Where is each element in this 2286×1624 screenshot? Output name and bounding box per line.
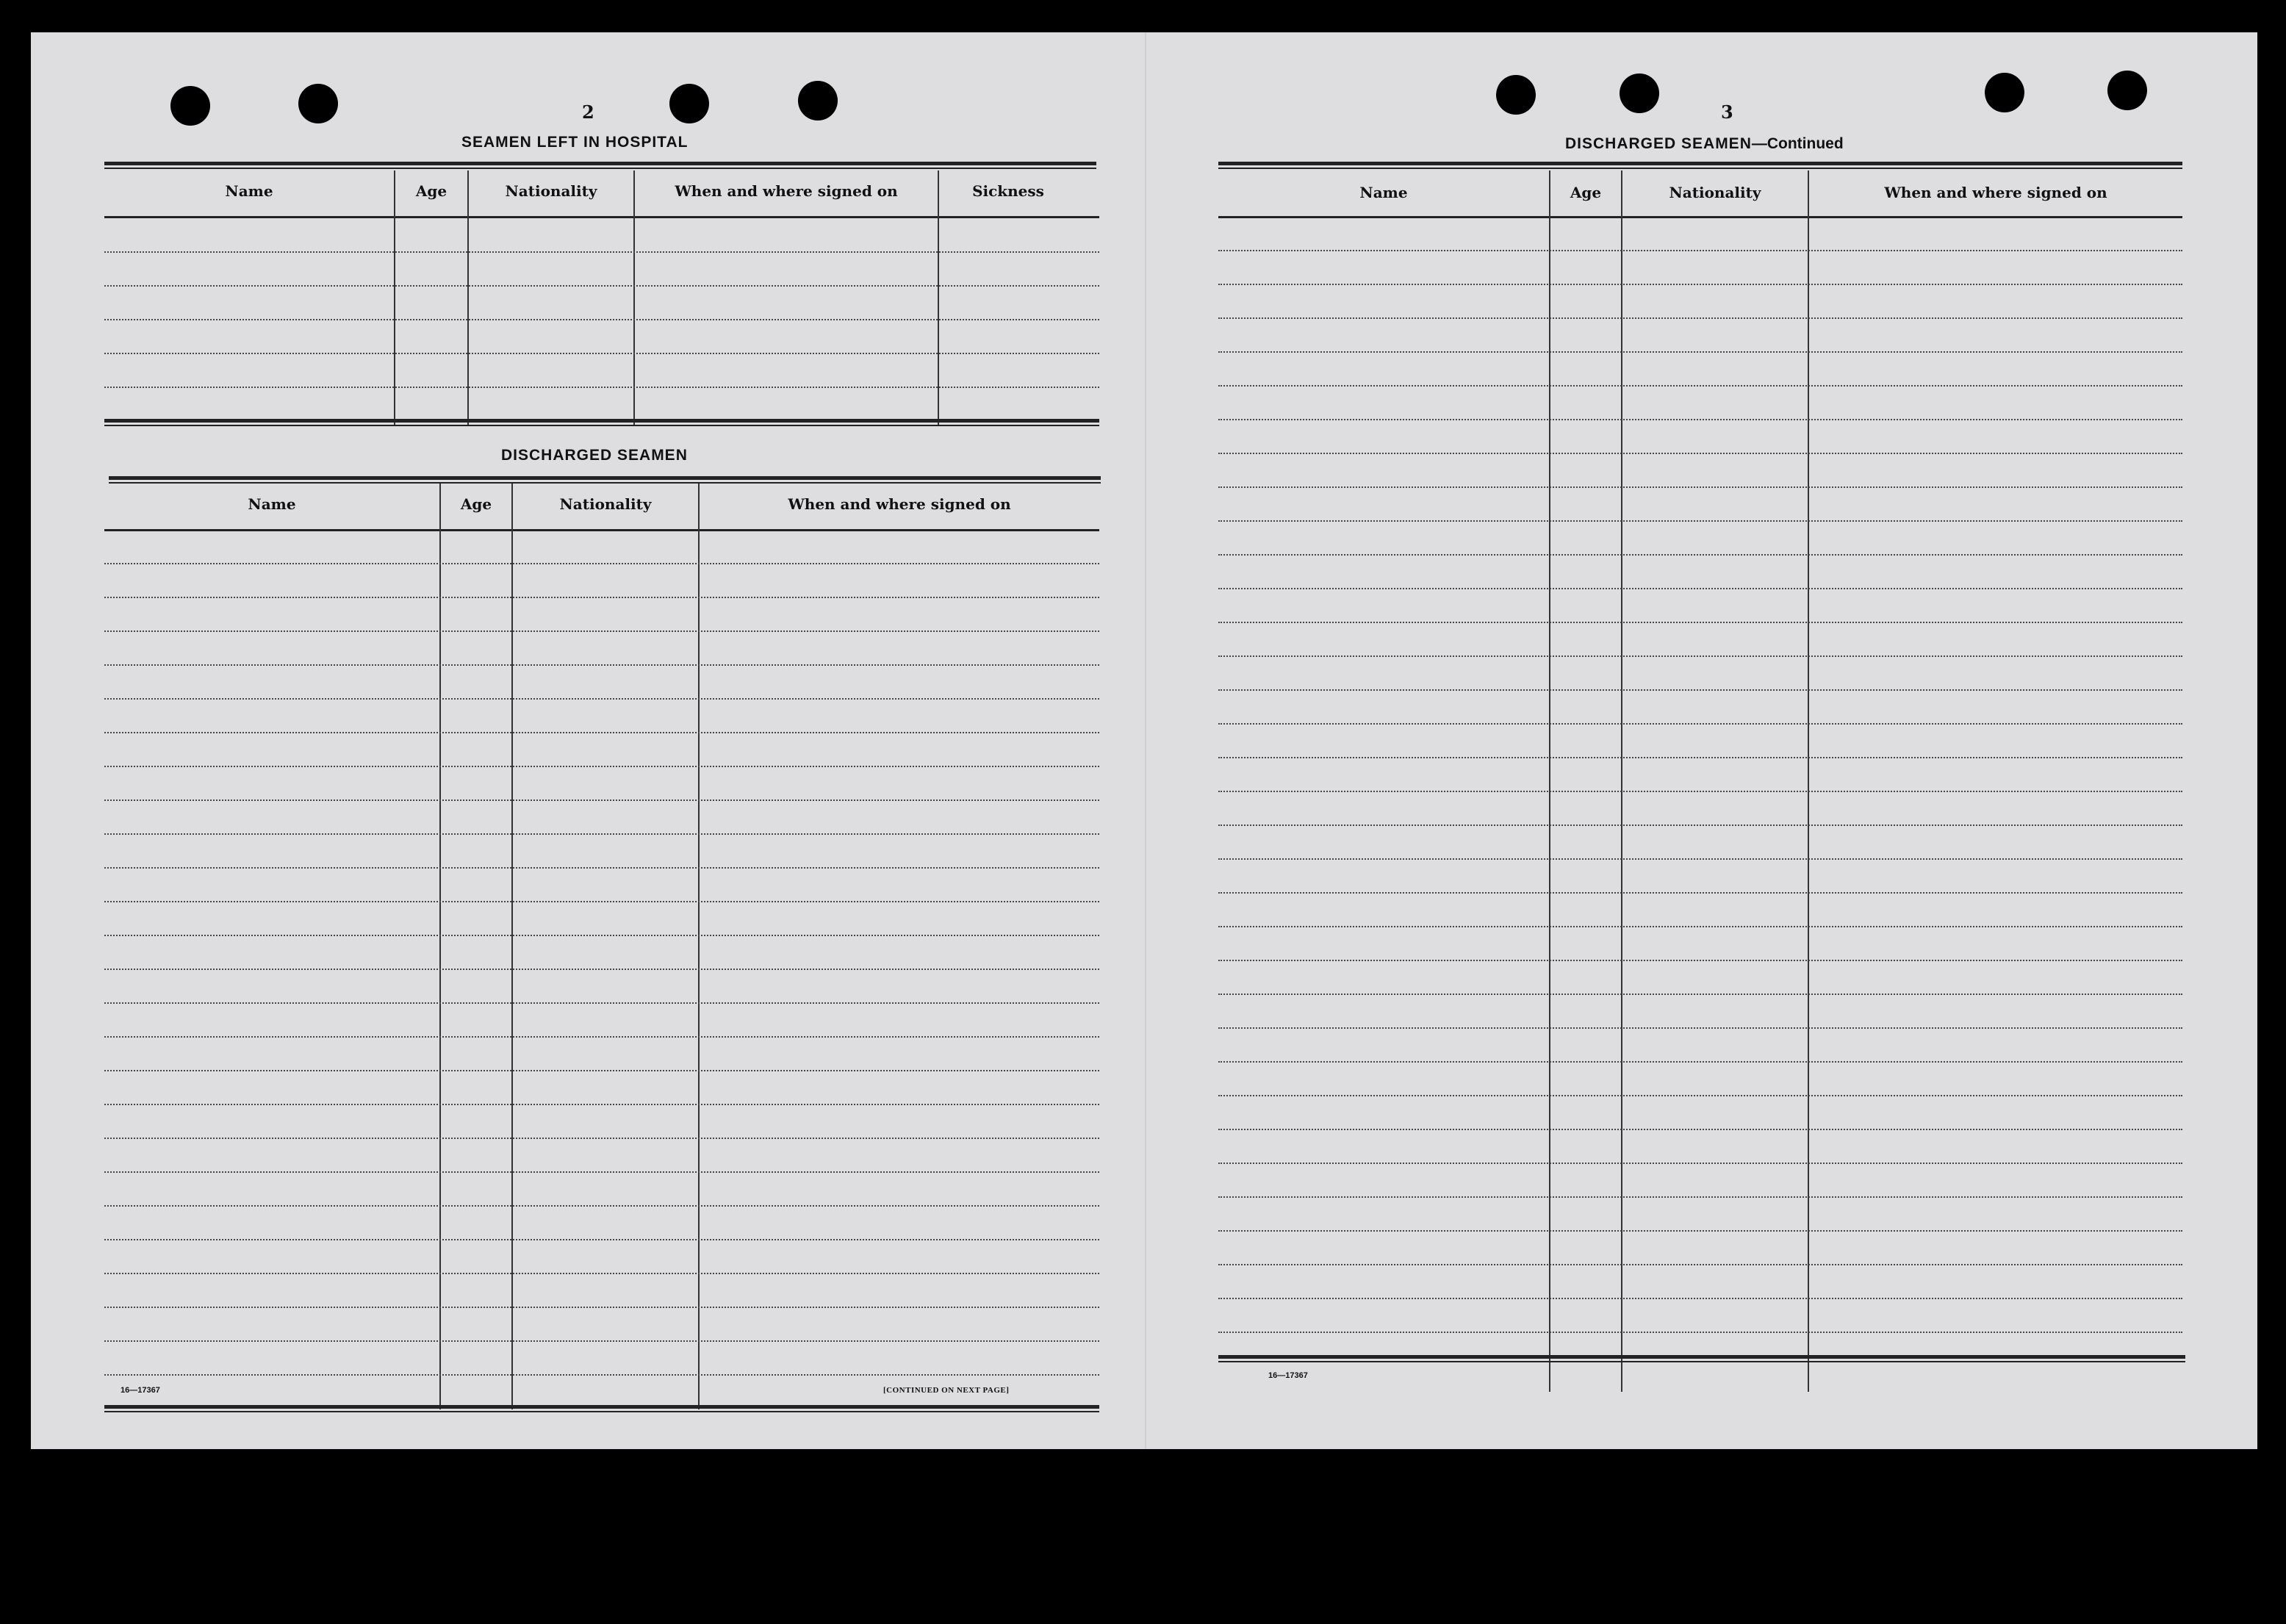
section-title: SEAMEN LEFT IN HOSPITAL <box>461 134 689 151</box>
entry-line <box>1218 1230 2182 1232</box>
column-header: Nationality <box>559 495 652 513</box>
entry-line <box>104 901 1099 902</box>
entry-line <box>104 563 1099 564</box>
column-header: Age <box>415 182 448 200</box>
entry-line <box>104 766 1099 767</box>
entry-line <box>1218 554 2182 556</box>
entry-line <box>1218 994 2182 995</box>
entry-line <box>1218 419 2182 420</box>
entry-line <box>1218 1027 2182 1029</box>
header-rule <box>1218 216 2182 218</box>
section-end-rule <box>104 419 1099 426</box>
page-number: 3 <box>1721 101 1733 123</box>
continued-note: [CONTINUED ON NEXT PAGE] <box>883 1386 1010 1395</box>
entry-line <box>1218 588 2182 589</box>
entry-line <box>1218 520 2182 522</box>
entry-line <box>104 597 1099 598</box>
form-number: 16—17367 <box>121 1386 160 1395</box>
entry-line <box>1218 689 2182 691</box>
entry-line <box>1218 655 2182 657</box>
column-header: Nationality <box>505 182 597 200</box>
entry-line <box>1218 960 2182 961</box>
section-end-rule <box>104 1405 1099 1412</box>
header-rule <box>104 529 1099 531</box>
column-header: When and where signed on <box>1884 184 2107 201</box>
entry-line <box>104 1307 1099 1308</box>
entry-line <box>104 664 1099 666</box>
entry-line <box>1218 1332 2182 1333</box>
section-title <box>1565 135 1844 153</box>
entry-line <box>1218 1298 2182 1299</box>
entry-line <box>104 800 1099 801</box>
entry-line <box>104 251 1099 253</box>
section-rule <box>104 162 1096 169</box>
entry-line <box>1218 1095 2182 1096</box>
entry-line <box>1218 486 2182 488</box>
column-divider <box>439 484 441 1409</box>
column-divider <box>1549 170 1550 1392</box>
entry-line <box>104 698 1099 700</box>
entry-line <box>104 1239 1099 1240</box>
entry-line <box>1218 317 2182 319</box>
section-rule <box>1218 162 2182 169</box>
form-number: 16—17367 <box>1268 1371 1308 1380</box>
entry-line <box>1218 858 2182 860</box>
header-rule <box>104 216 1099 218</box>
entry-line <box>1218 453 2182 454</box>
column-header: When and where signed on <box>675 182 898 200</box>
column-divider <box>1808 170 1809 1392</box>
section-title-suffix: —Continued <box>1751 135 1844 152</box>
column-header: Age <box>1570 184 1602 201</box>
entry-line <box>1218 791 2182 792</box>
column-header: Name <box>1359 184 1408 201</box>
entry-line <box>1218 250 2182 251</box>
entry-line <box>104 1104 1099 1105</box>
column-divider <box>698 484 700 1409</box>
column-header: Name <box>248 495 296 513</box>
entry-line <box>1218 1163 2182 1164</box>
section-title-main: DISCHARGED SEAMEN <box>1565 135 1752 152</box>
document-sheet <box>31 32 2257 1449</box>
entry-line <box>104 1138 1099 1139</box>
column-header: Age <box>460 495 492 513</box>
entry-line <box>1218 1129 2182 1130</box>
entry-line <box>104 935 1099 936</box>
entry-line <box>104 353 1099 354</box>
entry-line <box>104 1205 1099 1207</box>
entry-line <box>104 867 1099 869</box>
entry-line <box>104 1340 1099 1342</box>
entry-line <box>104 1374 1099 1376</box>
entry-line <box>104 833 1099 835</box>
column-divider <box>1621 170 1622 1392</box>
entry-line <box>1218 723 2182 725</box>
entry-line <box>104 1273 1099 1274</box>
entry-line <box>1218 351 2182 353</box>
entry-line <box>1218 622 2182 623</box>
entry-line <box>1218 385 2182 387</box>
entry-line <box>104 732 1099 733</box>
right-page <box>1145 32 2257 1449</box>
entry-line <box>104 1070 1099 1071</box>
entry-line <box>104 285 1099 287</box>
section-end-rule <box>1218 1355 2185 1362</box>
entry-line <box>1218 1196 2182 1198</box>
entry-line <box>1218 892 2182 894</box>
entry-line <box>1218 757 2182 758</box>
page-number: 2 <box>582 101 594 123</box>
column-header: Sickness <box>972 182 1044 200</box>
left-page <box>31 32 1145 1449</box>
column-header: Nationality <box>1669 184 1761 201</box>
section-rule <box>109 476 1101 484</box>
entry-line <box>104 319 1099 320</box>
entry-line <box>1218 1264 2182 1265</box>
entry-line <box>104 630 1099 632</box>
entry-line <box>104 1002 1099 1004</box>
section-title: DISCHARGED SEAMEN <box>501 447 688 464</box>
column-header: Name <box>225 182 273 200</box>
entry-line <box>104 1171 1099 1173</box>
entry-line <box>104 969 1099 970</box>
entry-line <box>1218 926 2182 927</box>
entry-line <box>1218 1061 2182 1063</box>
column-divider <box>511 484 513 1409</box>
column-header: When and where signed on <box>788 495 1011 513</box>
entry-line <box>104 1036 1099 1038</box>
entry-line <box>104 387 1099 388</box>
entry-line <box>1218 284 2182 285</box>
entry-line <box>1218 824 2182 826</box>
